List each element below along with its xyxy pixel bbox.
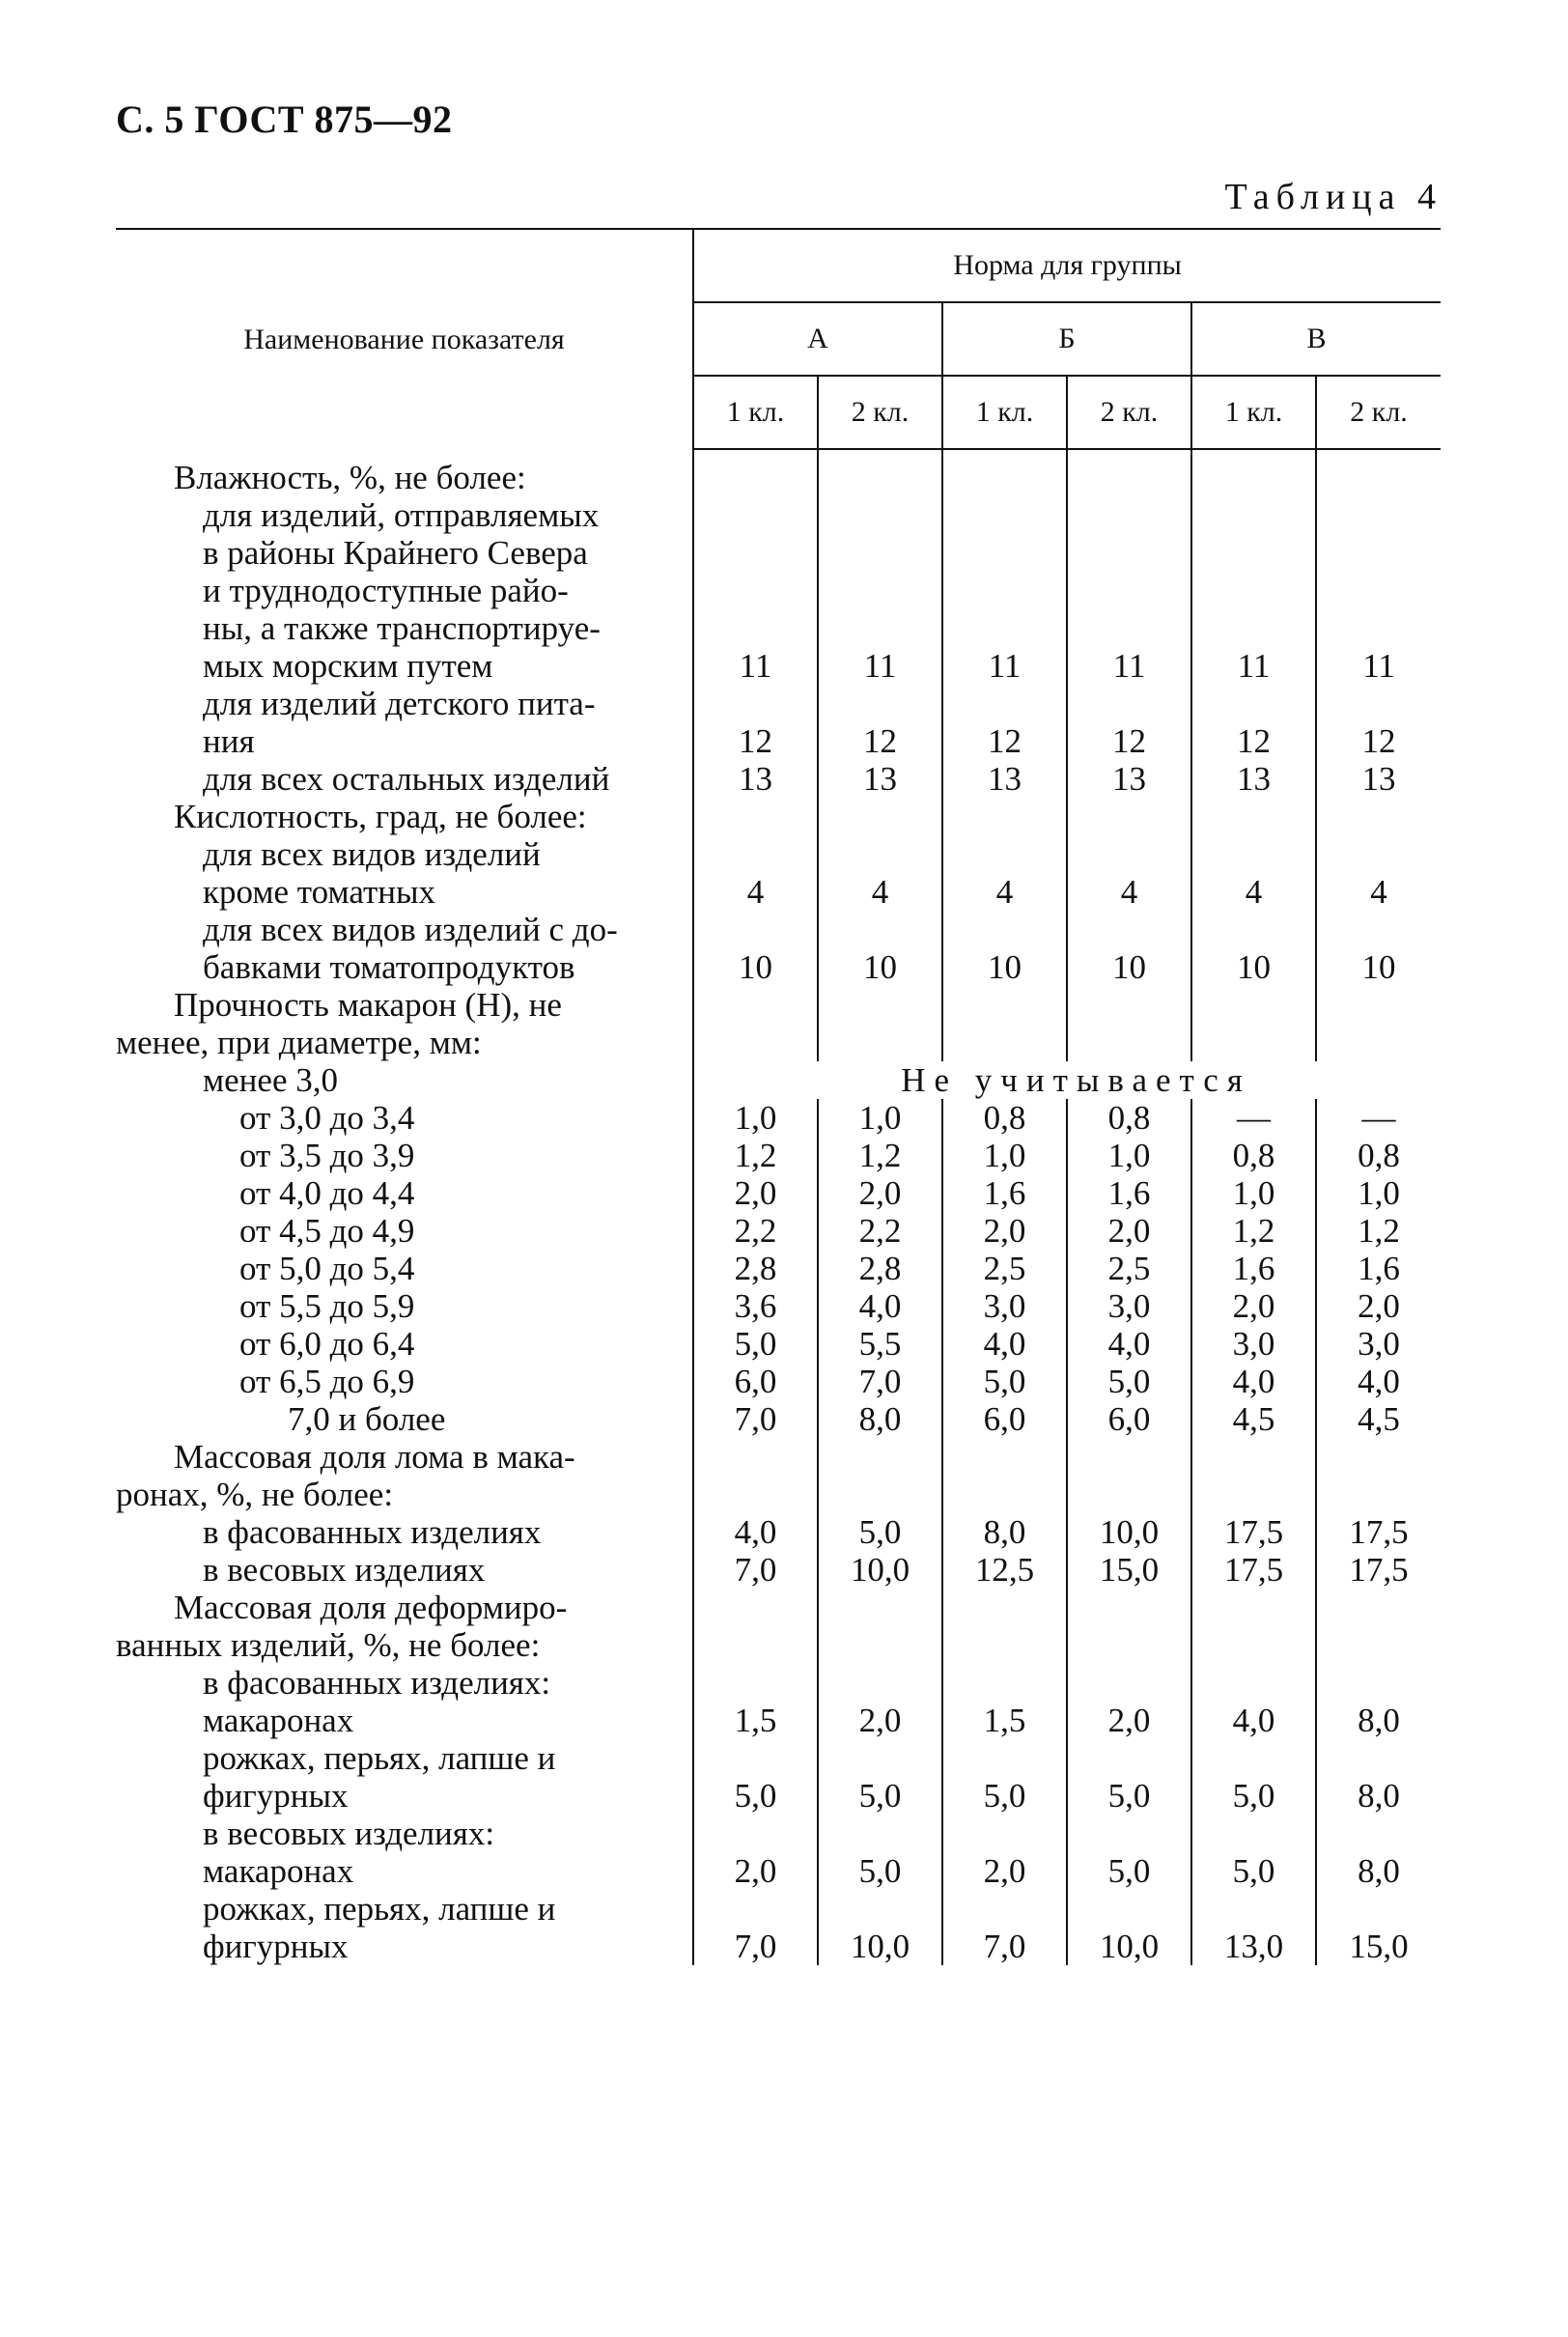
value-cell: 17,5 [1316, 1513, 1441, 1551]
value-cell [693, 1815, 818, 1852]
value-cell: 0,8 [1191, 1137, 1316, 1174]
value-cell: 5,0 [1191, 1739, 1316, 1815]
value-cell: 15,0 [1067, 1551, 1191, 1589]
indicator-cell [116, 1664, 693, 1702]
value-cell: — [1191, 1099, 1316, 1137]
value-cell [942, 449, 1067, 496]
value-cell: 13 [818, 760, 942, 798]
indicator-text-line: Массовая доля лома в мака- [174, 1438, 575, 1476]
value-cell: 1,5 [942, 1702, 1067, 1739]
value-cell [942, 1438, 1067, 1513]
value-cell: 17,5 [1316, 1551, 1441, 1589]
value-cell: 1,6 [1191, 1250, 1316, 1287]
indicator-text-line: от 6,0 до 6,4 [239, 1325, 415, 1363]
indicator-cell [116, 835, 693, 911]
value-cell: 8,0 [1316, 1852, 1441, 1890]
value-cell: 11 [818, 496, 942, 685]
value-cell: 5,0 [818, 1852, 942, 1890]
value-cell: 1,2 [818, 1137, 942, 1174]
indicator-cell [116, 1099, 693, 1137]
value-cell [942, 986, 1067, 1061]
value-cell: 12 [693, 685, 818, 760]
value-cell [942, 1815, 1067, 1852]
table-row [116, 1400, 1441, 1438]
value-cell: 12 [942, 685, 1067, 760]
indicator-cell [116, 1739, 693, 1815]
indicator-cell [116, 1513, 693, 1551]
value-cell: 5,0 [1191, 1852, 1316, 1890]
indicator-cell [116, 1363, 693, 1400]
indicator-text-line: в фасованных изделиях: [203, 1664, 551, 1702]
value-cell: 5,0 [1067, 1739, 1191, 1815]
value-cell: 2,2 [818, 1212, 942, 1250]
indicator-text-line: от 4,5 до 4,9 [239, 1212, 415, 1250]
indicator-cell [116, 685, 693, 760]
value-cell: 4 [693, 835, 818, 911]
value-cell: 2,0 [942, 1852, 1067, 1890]
class-header: 1 кл. [942, 376, 1067, 449]
table-row [116, 685, 1441, 760]
table-row [116, 1137, 1441, 1174]
indicator-cell [116, 1852, 693, 1890]
value-cell [942, 798, 1067, 835]
value-cell: 2,0 [1067, 1212, 1191, 1250]
table-row [116, 1589, 1441, 1664]
value-cell [1191, 1815, 1316, 1852]
value-cell: 4,5 [1191, 1400, 1316, 1438]
value-cell: 4 [942, 835, 1067, 911]
value-cell [942, 1664, 1067, 1702]
norms-table-container [116, 228, 1441, 1965]
indicator-text-line: в весовых изделиях [203, 1551, 486, 1589]
table-row [116, 1438, 1441, 1513]
value-cell: 5,5 [818, 1325, 942, 1363]
value-cell: 5,0 [818, 1513, 942, 1551]
table-row [116, 1702, 1441, 1739]
indicator-cell [116, 1137, 693, 1174]
value-cell: 13 [942, 760, 1067, 798]
value-cell: 15,0 [1316, 1890, 1441, 1965]
value-cell: 6,0 [1067, 1400, 1191, 1438]
value-cell [1316, 1438, 1441, 1513]
value-cell [818, 1815, 942, 1852]
class-header: 2 кл. [1067, 376, 1191, 449]
value-cell: 4,0 [1316, 1363, 1441, 1400]
indicator-text-line: от 4,0 до 4,4 [239, 1174, 415, 1212]
value-cell [818, 798, 942, 835]
table-row [116, 1061, 1441, 1099]
value-cell: 0,8 [942, 1099, 1067, 1137]
value-cell: 1,6 [1067, 1174, 1191, 1212]
indicator-cell [116, 1815, 693, 1852]
value-cell: 3,6 [693, 1287, 818, 1325]
value-cell [1316, 798, 1441, 835]
indicator-cell [116, 1589, 693, 1664]
table-row [116, 835, 1441, 911]
value-cell: 10 [1067, 911, 1191, 986]
indicator-cell [116, 1438, 693, 1513]
value-cell [818, 1438, 942, 1513]
indicator-cell [116, 1212, 693, 1250]
value-cell: 7,0 [818, 1363, 942, 1400]
table-row [116, 1212, 1441, 1250]
table-row [116, 1174, 1441, 1212]
value-cell: 4,0 [693, 1513, 818, 1551]
indicator-cell [116, 1400, 693, 1438]
value-cell: 8,0 [1316, 1739, 1441, 1815]
value-cell [693, 1664, 818, 1702]
table-row [116, 1099, 1441, 1137]
indicator-text-line: в фасованных изделиях [203, 1513, 542, 1551]
value-cell [1316, 1815, 1441, 1852]
value-cell: 1,0 [1191, 1174, 1316, 1212]
value-cell: 5,0 [1067, 1852, 1191, 1890]
indicator-text-line: макаронах [203, 1852, 354, 1890]
value-cell: 1,0 [818, 1099, 942, 1137]
indicator-text-line: менее, при диаметре, мм: [116, 1024, 482, 1061]
value-cell: 5,0 [1067, 1363, 1191, 1400]
indicator-cell [116, 449, 693, 496]
value-cell: 5,0 [942, 1739, 1067, 1815]
indicator-cell [116, 1325, 693, 1363]
value-cell: 4,5 [1316, 1400, 1441, 1438]
norms-table [116, 228, 1441, 1965]
value-cell [1067, 1589, 1191, 1664]
value-cell: 3,0 [942, 1287, 1067, 1325]
value-cell: 1,2 [1191, 1212, 1316, 1250]
indicator-text-line: ронах, %, не более: [116, 1476, 394, 1513]
value-cell [1191, 986, 1316, 1061]
indicator-text-line: фигурных [203, 1777, 349, 1815]
value-cell [693, 1438, 818, 1513]
indicator-text-line: от 3,5 до 3,9 [239, 1137, 415, 1174]
table-row [116, 1664, 1441, 1702]
value-cell: 10 [1191, 911, 1316, 986]
value-cell: 2,0 [1191, 1287, 1316, 1325]
class-header: 1 кл. [1191, 376, 1316, 449]
value-cell: — [1316, 1099, 1441, 1137]
indicator-text-line: для изделий, отправляемых [203, 496, 600, 534]
value-cell: 3,0 [1191, 1325, 1316, 1363]
indicator-text-line: менее 3,0 [203, 1061, 338, 1099]
value-cell [1316, 986, 1441, 1061]
value-cell: 11 [942, 496, 1067, 685]
value-cell: 2,8 [693, 1250, 818, 1287]
value-cell [1067, 449, 1191, 496]
value-cell: 5,0 [693, 1739, 818, 1815]
indicator-cell [116, 1061, 693, 1099]
value-cell: 12 [818, 685, 942, 760]
indicator-text-line: в районы Крайнего Севера [203, 534, 588, 572]
indicator-cell [116, 496, 693, 685]
indicator-text-line: Влажность, %, не более: [174, 459, 526, 496]
value-cell: 2,5 [1067, 1250, 1191, 1287]
value-cell: 3,0 [1316, 1325, 1441, 1363]
indicator-cell [116, 1702, 693, 1739]
value-cell [1316, 1664, 1441, 1702]
indicator-text-line: для всех видов изделий с до- [203, 911, 618, 948]
value-cell [1191, 1438, 1316, 1513]
indicator-text-line: и труднодоступные райо- [203, 572, 569, 609]
table-row [116, 1551, 1441, 1589]
value-cell [1067, 986, 1191, 1061]
value-cell: 1,6 [942, 1174, 1067, 1212]
value-cell: 13,0 [1191, 1890, 1316, 1965]
value-cell: 13 [693, 760, 818, 798]
value-cell: 12,5 [942, 1551, 1067, 1589]
indicator-cell [116, 798, 693, 835]
table-row [116, 986, 1441, 1061]
value-cell: 7,0 [693, 1551, 818, 1589]
value-cell [693, 986, 818, 1061]
value-cell: 10 [693, 911, 818, 986]
indicator-text-line: Массовая доля деформиро- [174, 1589, 568, 1626]
value-cell: 10 [1316, 911, 1441, 986]
value-cell [1067, 1438, 1191, 1513]
value-cell: 2,8 [818, 1250, 942, 1287]
table-row [116, 1513, 1441, 1551]
value-cell: 7,0 [942, 1890, 1067, 1965]
value-cell [1067, 1815, 1191, 1852]
indicator-text-line: макаронах [203, 1702, 354, 1739]
value-cell: 1,6 [1316, 1250, 1441, 1287]
table-row [116, 1852, 1441, 1890]
value-cell: 17,5 [1191, 1513, 1316, 1551]
value-cell: 2,2 [693, 1212, 818, 1250]
value-cell: 4,0 [942, 1325, 1067, 1363]
not-counted-cell: Не учитывается [693, 1061, 1441, 1099]
value-cell: 5,0 [818, 1739, 942, 1815]
indicator-text-line: фигурных [203, 1928, 349, 1965]
table-row [116, 1890, 1441, 1965]
value-cell [1191, 1589, 1316, 1664]
indicator-cell [116, 760, 693, 798]
indicator-text-line: бавками томатопродуктов [203, 948, 575, 986]
group-v-header: В [1191, 302, 1441, 376]
value-cell: 1,5 [693, 1702, 818, 1739]
table-row [116, 449, 1441, 496]
indicator-cell [116, 911, 693, 986]
value-cell: 0,8 [1067, 1099, 1191, 1137]
value-cell: 4,0 [1191, 1702, 1316, 1739]
value-cell: 17,5 [1191, 1551, 1316, 1589]
table-caption: Таблица 4 [1224, 177, 1442, 217]
indicator-text-line: рожках, перьях, лапше и [203, 1739, 556, 1777]
table-head [116, 229, 1441, 449]
indicator-text-line: от 5,0 до 5,4 [239, 1250, 415, 1287]
indicator-text-line: кроме томатных [203, 873, 436, 911]
value-cell [942, 1589, 1067, 1664]
table-row [116, 496, 1441, 685]
value-cell: 2,0 [818, 1702, 942, 1739]
value-cell: 4,0 [1067, 1325, 1191, 1363]
indicator-cell [116, 1551, 693, 1589]
value-cell: 2,0 [818, 1174, 942, 1212]
table-body [116, 449, 1441, 1965]
indicator-text-line: Кислотность, град, не более: [174, 798, 587, 835]
indicator-cell [116, 1287, 693, 1325]
value-cell: 1,0 [1067, 1137, 1191, 1174]
class-header: 1 кл. [693, 376, 818, 449]
value-cell: 11 [693, 496, 818, 685]
group-b-header: Б [942, 302, 1191, 376]
value-cell: 1,2 [693, 1137, 818, 1174]
indicator-text-line: для всех остальных изделий [203, 760, 610, 798]
value-cell [693, 1589, 818, 1664]
value-cell: 4,0 [1191, 1363, 1316, 1400]
value-cell: 2,0 [693, 1852, 818, 1890]
value-cell: 1,0 [1316, 1174, 1441, 1212]
page-header: С. 5 ГОСТ 875—92 [116, 98, 453, 141]
value-cell: 12 [1316, 685, 1441, 760]
indicator-cell [116, 986, 693, 1061]
indicator-text-line: от 5,5 до 5,9 [239, 1287, 415, 1325]
indicator-cell [116, 1250, 693, 1287]
indicator-text-line: ны, а также транспортируе- [203, 609, 601, 647]
value-cell: 2,0 [942, 1212, 1067, 1250]
value-cell: 1,2 [1316, 1212, 1441, 1250]
value-cell: 13 [1316, 760, 1441, 798]
value-cell: 10,0 [1067, 1890, 1191, 1965]
value-cell: 10 [942, 911, 1067, 986]
value-cell: 8,0 [942, 1513, 1067, 1551]
table-row [116, 1250, 1441, 1287]
value-cell: 12 [1067, 685, 1191, 760]
value-cell [818, 1589, 942, 1664]
value-cell: 2,5 [942, 1250, 1067, 1287]
table-row [116, 760, 1441, 798]
indicator-cell [116, 1890, 693, 1965]
value-cell: 2,0 [1316, 1287, 1441, 1325]
norm-header: Норма для группы [693, 229, 1441, 302]
indicator-text-line: ния [203, 722, 255, 760]
value-cell: 10,0 [818, 1551, 942, 1589]
value-cell: 7,0 [693, 1400, 818, 1438]
value-cell [818, 986, 942, 1061]
value-cell: 5,0 [693, 1325, 818, 1363]
value-cell: 2,0 [1067, 1702, 1191, 1739]
value-cell [1067, 1664, 1191, 1702]
value-cell: 4 [1191, 835, 1316, 911]
value-cell: 13 [1191, 760, 1316, 798]
table-row [116, 911, 1441, 986]
value-cell: 6,0 [942, 1400, 1067, 1438]
value-cell: 10,0 [1067, 1513, 1191, 1551]
value-cell: 7,0 [693, 1890, 818, 1965]
indicator-text-line: рожках, перьях, лапше и [203, 1890, 556, 1928]
value-cell: 10 [818, 911, 942, 986]
value-cell: 4,0 [818, 1287, 942, 1325]
value-cell: 5,0 [942, 1363, 1067, 1400]
value-cell: 1,0 [942, 1137, 1067, 1174]
indicator-header: Наименование показателя [116, 229, 693, 449]
indicator-text-line: 7,0 и более [288, 1400, 446, 1438]
value-cell [1191, 798, 1316, 835]
value-cell: 6,0 [693, 1363, 818, 1400]
value-cell: 3,0 [1067, 1287, 1191, 1325]
indicator-text-line: для всех видов изделий [203, 835, 541, 873]
value-cell: 8,0 [818, 1400, 942, 1438]
indicator-text-line: для изделий детского пита- [203, 685, 596, 722]
indicator-text-line: в весовых изделиях: [203, 1815, 495, 1852]
group-a-header: А [693, 302, 942, 376]
value-cell [693, 798, 818, 835]
table-row [116, 798, 1441, 835]
value-cell: 8,0 [1316, 1702, 1441, 1739]
value-cell: 4 [1316, 835, 1441, 911]
value-cell [818, 449, 942, 496]
class-header: 2 кл. [818, 376, 942, 449]
value-cell: 11 [1316, 496, 1441, 685]
value-cell [1316, 1589, 1441, 1664]
value-cell: 11 [1067, 496, 1191, 685]
table-row [116, 1287, 1441, 1325]
value-cell [1316, 449, 1441, 496]
value-cell: 12 [1191, 685, 1316, 760]
value-cell: 0,8 [1316, 1137, 1441, 1174]
value-cell: 1,0 [693, 1099, 818, 1137]
table-row [116, 1363, 1441, 1400]
indicator-text-line: Прочность макарон (Н), не [174, 986, 562, 1024]
indicator-text-line: от 3,0 до 3,4 [239, 1099, 415, 1137]
value-cell: 4 [1067, 835, 1191, 911]
value-cell: 2,0 [693, 1174, 818, 1212]
indicator-text-line: от 6,5 до 6,9 [239, 1363, 415, 1400]
indicator-text-line: мых морским путем [203, 647, 493, 685]
value-cell [693, 449, 818, 496]
indicator-text-line: ванных изделий, %, не более: [116, 1626, 541, 1664]
value-cell: 4 [818, 835, 942, 911]
indicator-cell [116, 1174, 693, 1212]
value-cell: 13 [1067, 760, 1191, 798]
value-cell [1067, 798, 1191, 835]
class-header: 2 кл. [1316, 376, 1441, 449]
table-row [116, 1739, 1441, 1815]
value-cell: 11 [1191, 496, 1316, 685]
value-cell: 10,0 [818, 1890, 942, 1965]
value-cell [1191, 449, 1316, 496]
table-row [116, 1815, 1441, 1852]
value-cell [818, 1664, 942, 1702]
table-row [116, 1325, 1441, 1363]
value-cell [1191, 1664, 1316, 1702]
